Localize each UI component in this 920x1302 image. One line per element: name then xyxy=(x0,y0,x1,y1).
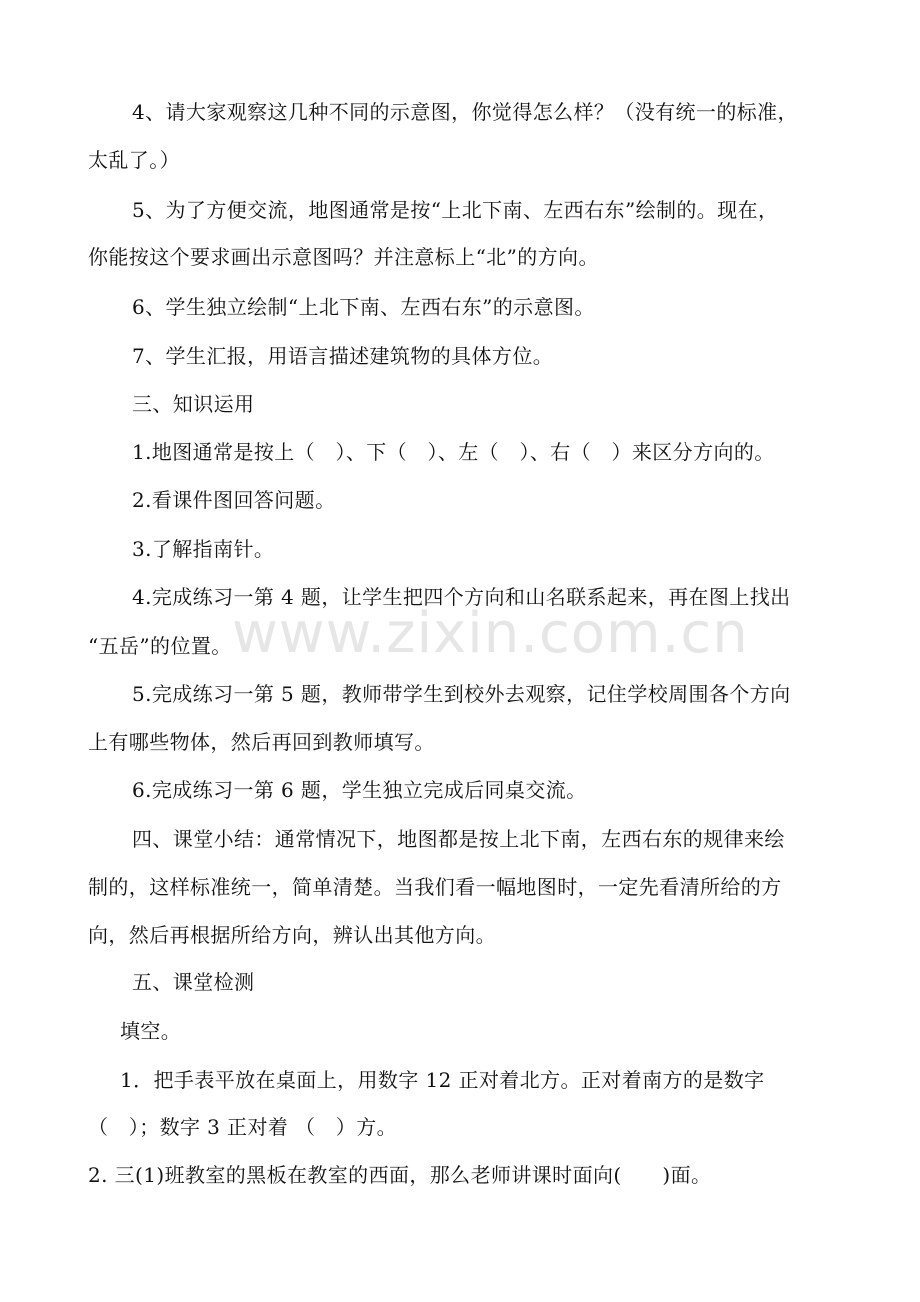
text-line: 2. 三(1)班教室的黑板在教室的西面，那么老师讲课时面向( )面。 xyxy=(88,1163,712,1187)
text-line: 太乱了。） xyxy=(88,148,180,172)
text-line: 5、为了方便交流，地图通常是按“上北下南、左西右东”绘制的。现在， xyxy=(132,198,779,222)
text-line: 5.完成练习一第 5 题，教师带学生到校外去观察，记住学校周围各个方向 xyxy=(132,682,791,706)
text-line: 1．把手表平放在桌面上，用数字 12 正对着北方。正对着南方的是数字 xyxy=(120,1068,765,1092)
watermark-text: www.zixin.com.cn xyxy=(232,601,749,666)
section-heading: 五、课堂检测 xyxy=(132,970,255,994)
text-line: 6.完成练习一第 6 题，学生独立完成后同桌交流。 xyxy=(132,778,587,802)
text-line: 向，然后再根据所给方向，辨认出其他方向。 xyxy=(88,923,496,947)
text-line: 4.完成练习一第 4 题，让学生把四个方向和山名联系起来，再在图上找出 xyxy=(132,585,791,609)
text-line: 7、学生汇报，用语言描述建筑物的具体方位。 xyxy=(132,344,554,368)
section-heading: 四、课堂小结：通常情况下，地图都是按上北下南，左西右东的规律来绘 xyxy=(132,827,785,851)
text-line: 6、学生独立绘制“上北下南、左西右东”的示意图。 xyxy=(132,295,595,319)
section-heading: 三、知识运用 xyxy=(132,392,255,416)
text-line: “五岳”的位置。 xyxy=(88,634,232,658)
text-line: 1.地图通常是按上（ ）、下（ ）、左（ ）、右（ ）来区分方向的。 xyxy=(132,440,775,464)
text-line: 3.了解指南针。 xyxy=(132,537,275,561)
text-line: 2.看课件图回答问题。 xyxy=(132,488,336,512)
text-line: 你能按这个要求画出示意图吗？并注意标上“北”的方向。 xyxy=(88,245,599,269)
text-line: 制的，这样标准统一，简单清楚。当我们看一幅地图时，一定先看清所给的方 xyxy=(88,875,782,899)
text-line: 4、请大家观察这几种不同的示意图，你觉得怎么样？（没有统一的标准， xyxy=(132,100,798,124)
text-line: 填空。 xyxy=(120,1019,182,1043)
text-line: 上有哪些物体，然后再回到教师填写。 xyxy=(88,730,435,754)
text-line: （ ）；数字 3 正对着 （ ）方。 xyxy=(88,1115,397,1139)
